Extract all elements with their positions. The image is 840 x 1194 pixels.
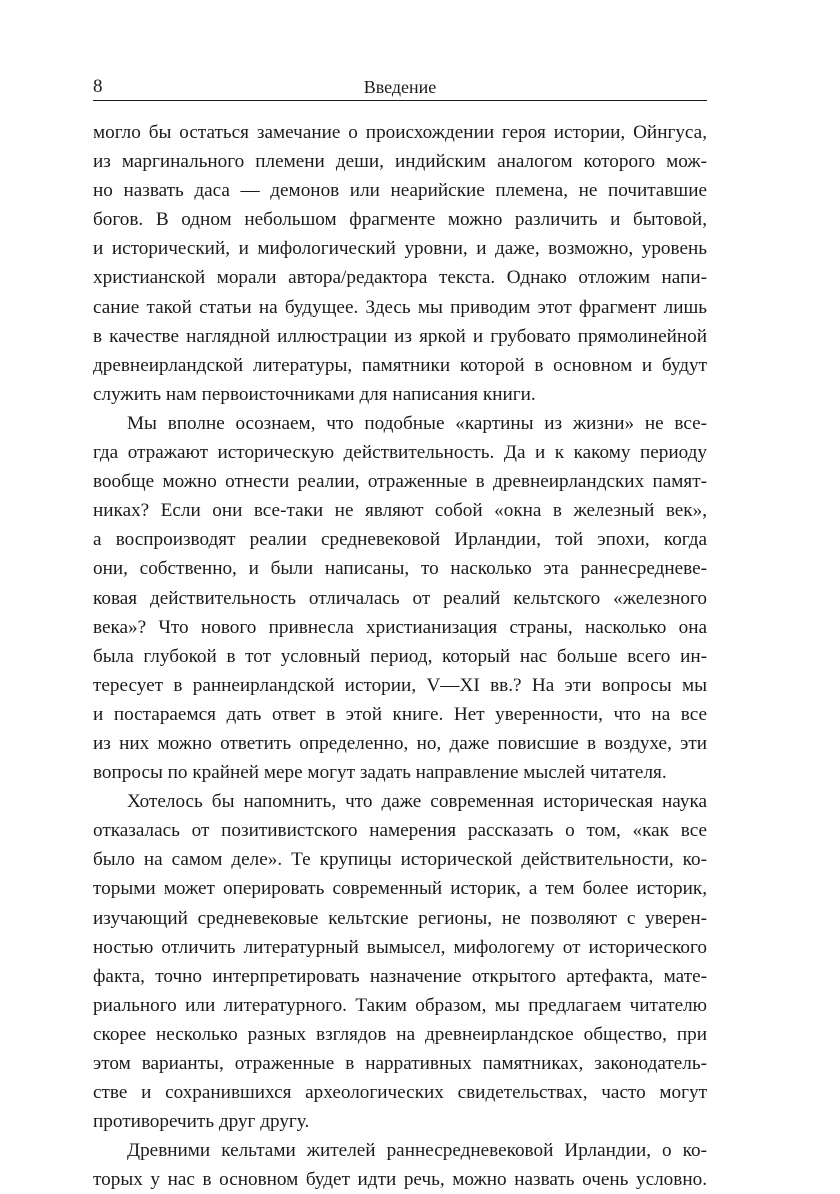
header-rule	[93, 100, 707, 101]
text-line: была глубокой в тот условный период, который нас больше всего ин-	[93, 645, 707, 667]
text-line: отказалась от позитивистского намерения рассказать о том, «как все	[93, 820, 707, 842]
text-line: сание такой статьи на будущее. Здесь мы приводим этот фрагмент лишь	[93, 296, 707, 318]
text-line: изучающий средневековые кельтские регионы, не позволяют с уверен-	[93, 907, 707, 929]
text-line: века»? Что нового привнесла христианизация страны, насколько она	[93, 616, 707, 638]
text-line: гда отражают историческую действительность. Да и к какому периоду	[93, 442, 707, 464]
text-line: но назвать даса — демонов или неарийские племена, не почитавшие	[93, 180, 707, 202]
text-line: из маргинального племени деши, индийским аналогом которого мож-	[93, 151, 707, 173]
text-line: вообще можно отнести реалии, отраженные в древнеирландских памят-	[93, 471, 707, 493]
text-line: риального или литературного. Таким образом, мы предлагаем читателю	[93, 994, 707, 1016]
text-line: противоречить друг другу.	[93, 1111, 310, 1133]
text-line: служить нам первоисточниками для написания книги.	[93, 383, 536, 405]
text-line: этом варианты, отраженные в нарративных памятниках, законодатель-	[93, 1053, 707, 1074]
text-line: христианской морали автора/редактора текста. Однако отложим напи-	[93, 267, 707, 289]
text-line: стве и сохранившихся археологических свидетельствах, часто могут	[93, 1082, 707, 1104]
text-line: было на самом деле». Те крупицы исторической действительности, ко-	[93, 849, 707, 871]
text-line: торых у нас в основном будет идти речь, можно назвать очень условно.	[93, 1169, 707, 1191]
text-line: и исторический, и мифологический уровни, и даже, возможно, уровень	[93, 238, 707, 260]
text-line: торыми может оперировать современный историк, а тем более историк,	[93, 878, 707, 900]
text-line: они, собственно, и были написаны, то насколько эта раннесредневе-	[93, 558, 707, 580]
text-line: Древними кельтами жителей раннесредневековой Ирландии, о ко-	[127, 1140, 707, 1162]
text-line: древнеирландской литературы, памятники которой в основном и будут	[93, 354, 707, 376]
text-line: никах? Если они все-таки не являют собой «окна в железный век»,	[93, 500, 707, 522]
text-line: ковая действительность отличалась от реалий кельтского «железного	[93, 587, 707, 609]
text-line: в качестве наглядной иллюстрации из яркой и грубовато прямолинейной	[93, 325, 707, 347]
body-text	[93, 118, 707, 1194]
page-header	[93, 76, 707, 102]
running-title: Введение	[363, 77, 437, 97]
text-line: богов. В одном небольшом фрагменте можно различить и бытовой,	[93, 209, 707, 231]
text-line: скорее несколько разных взглядов на древнеирландское общество, при	[93, 1023, 707, 1045]
text-line: тересует в раннеирландской истории, V—XI вв.? На эти вопросы мы	[93, 674, 707, 696]
text-line: и постараемся дать ответ в этой книге. Нет уверенности, что на все	[93, 703, 707, 725]
text-line: могло бы остаться замечание о происхождении героя истории, Ойнгуса,	[93, 122, 707, 143]
page-number: 8	[93, 76, 103, 97]
text-line: Хотелось бы напомнить, что даже современная историческая наука	[127, 791, 707, 813]
text-line: вопросы по крайней мере могут задать направление мыслей читателя.	[93, 762, 667, 784]
text-line: ностью отличить литературный вымысел, мифологему от исторического	[93, 936, 707, 958]
text-line: из них можно ответить определенно, но, даже повисшие в воздухе, эти	[93, 732, 707, 754]
text-line: факта, точно интерпретировать назначение открытого артефакта, мате-	[93, 965, 707, 987]
text-line: а воспроизводят реалии средневековой Ирландии, той эпохи, когда	[93, 529, 707, 551]
text-line: Мы вполне осознаем, что подобные «картины из жизни» не все-	[127, 412, 707, 434]
